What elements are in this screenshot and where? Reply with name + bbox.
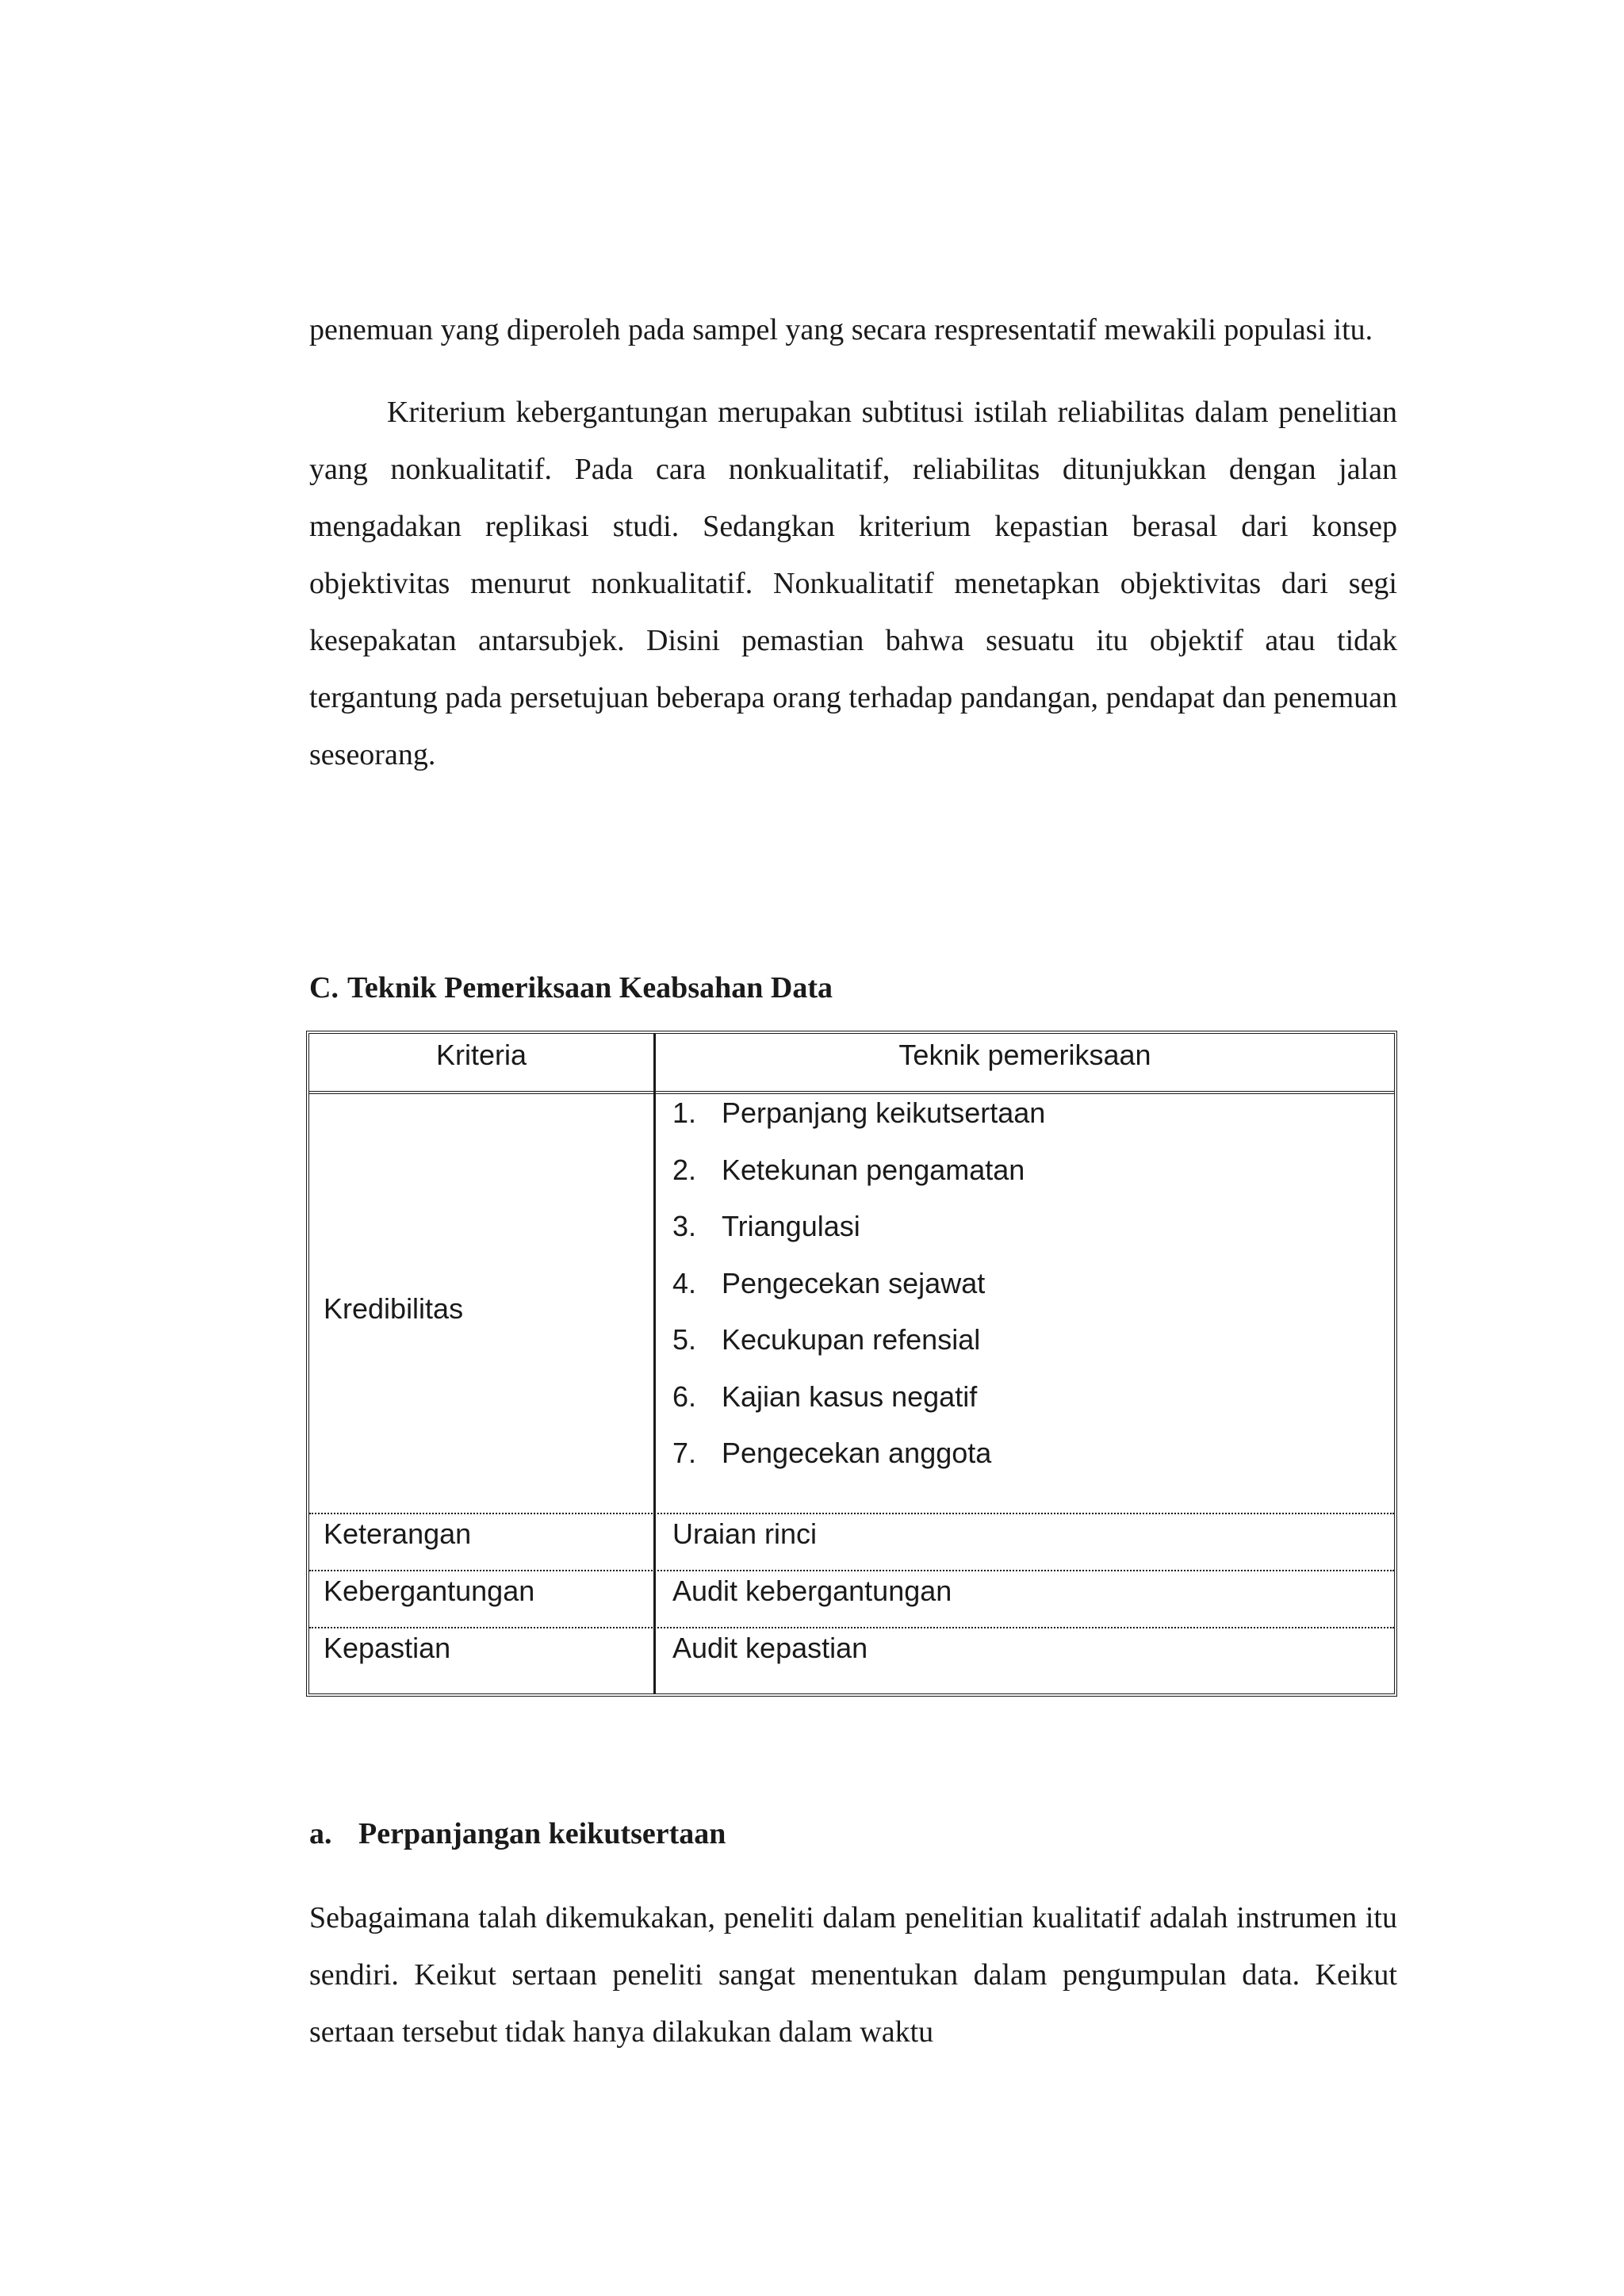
paragraph-2: Kriterium kebergantungan merupakan subtitusi istilah reliabilitas dalam penelitian yang nonkualitatif. Pada cara nonkualitatif, reliabilitas ditunjukkan dengan jalan mengadakan replikasi studi. Sedangkan kriterium kepastian berasal dari konsep objektivitas menurut nonkualitatif. Nonkualitatif menetapkan objektivitas dari segi kesepakatan antarsubjek. Disini pemastian bahwa sesuatu itu objektif atau tidak tergantung pada persetujuan beberapa orang terhadap pandangan, pendapat dan penemuan seseorang. <box>309 396 1397 771</box>
technique-cell: Uraian rinci <box>672 1517 818 1550</box>
section-letter: C. <box>309 971 339 1004</box>
paragraph-1: penemuan yang diperoleh pada sampel yang secara respresentatif mewakili populasi itu. <box>309 313 1373 346</box>
list-item: 5. Kecukupan refensial <box>672 1323 981 1356</box>
table-row <box>309 1571 1394 1627</box>
table-header-row <box>309 1034 1394 1094</box>
list-item: 4. Pengecekan sejawat <box>672 1266 986 1299</box>
list-item: 7. Pengecekan anggota <box>672 1437 992 1469</box>
technique-cell: Audit kepastian <box>672 1632 868 1664</box>
table-row <box>309 1628 1394 1692</box>
section-heading <box>309 968 833 1008</box>
kredibilitas-technique-list <box>672 1094 1045 1491</box>
kredibilitas-label: Kredibilitas <box>324 1292 464 1325</box>
subsection-title: Perpanjangan keikutsertaan <box>358 1817 726 1850</box>
criteria-cell: Kepastian <box>324 1632 451 1664</box>
paragraph-3: Sebagaimana talah dikemukakan, peneliti dalam penelitian kualitatif adalah instrumen itu sendiri. Keikut sertaan peneliti sangat menentukan dalam pengumpulan data. Keikut sertaan tersebut tidak hanya dilakukan dalam waktu <box>309 1901 1397 2049</box>
table-row <box>309 1514 1394 1570</box>
subsection-heading <box>309 1814 726 1854</box>
subsection-letter: a. <box>309 1817 332 1850</box>
body-text-top <box>309 301 1397 783</box>
criteria-table <box>306 1031 1397 1697</box>
list-item: 3. Triangulasi <box>672 1210 860 1242</box>
technique-cell: Audit kebergantungan <box>672 1575 952 1607</box>
header-technique: Teknik pemeriksaan <box>898 1039 1151 1071</box>
list-item: 2. Ketekunan pengamatan <box>672 1153 1025 1186</box>
list-item: 1. Perpanjang keikutsertaan <box>672 1096 1046 1129</box>
list-item: 6. Kajian kasus negatif <box>672 1380 978 1413</box>
criteria-cell: Kebergantungan <box>324 1575 535 1607</box>
header-criteria: Kriteria <box>435 1039 527 1071</box>
criteria-cell: Keterangan <box>324 1517 472 1550</box>
section-title: Teknik Pemeriksaan Keabsahan Data <box>347 971 833 1004</box>
